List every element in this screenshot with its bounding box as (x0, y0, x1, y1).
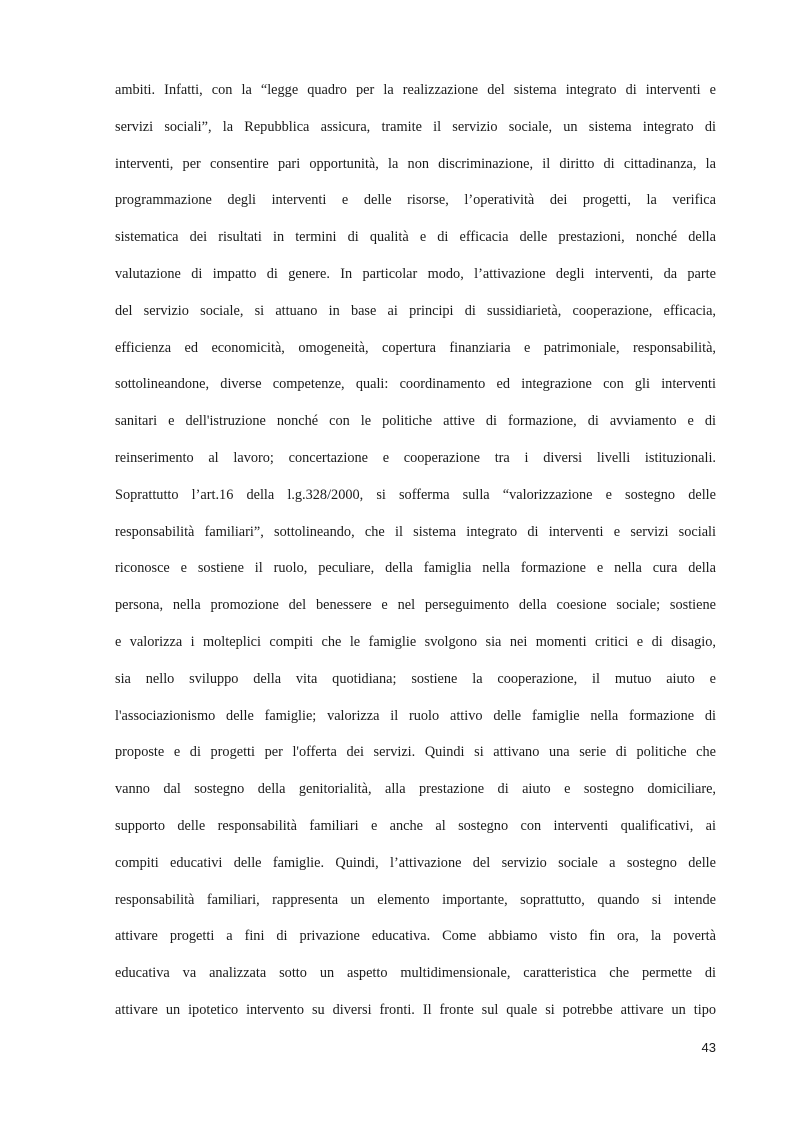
text-line: l'associazionismo delle famiglie; valorizza il ruolo attivo delle famiglie nella formazione di (115, 707, 716, 724)
text-line: riconosce e sostiene il ruolo, peculiare, della famiglia nella formazione e nella cura della (115, 560, 716, 577)
text-line: ambiti. Infatti, con la “legge quadro per la realizzazione del sistema integrato di interventi e (115, 82, 716, 98)
text-line: del servizio sociale, si attuano in base ai principi di sussidiarietà, cooperazione, efficacia, (115, 302, 716, 319)
text-line: responsabilità familiari, rappresenta un elemento importante, soprattutto, quando si intende (115, 891, 716, 908)
text-line: sanitari e dell'istruzione nonché con le politiche attive di formazione, di avviamento e di (115, 413, 716, 430)
text-line: attivare progetti a fini di privazione educativa. Come abbiamo visto fin ora, la povertà (115, 928, 716, 945)
text-line: reinserimento al lavoro; concertazione e cooperazione tra i diversi livelli istituzionali. (115, 449, 716, 466)
text-line: vanno dal sostegno della genitorialità, alla prestazione di aiuto e sostegno domiciliare, (115, 781, 716, 798)
text-line: proposte e di progetti per l'offerta dei servizi. Quindi si attivano una serie di politiche che (115, 744, 716, 761)
text-line: sia nello sviluppo della vita quotidiana; sostiene la cooperazione, il mutuo aiuto e (115, 670, 716, 687)
text-line: sottolineandone, diverse competenze, quali: coordinamento ed integrazione con gli interventi (115, 376, 716, 393)
text-line: valutazione di impatto di genere. In particolar modo, l’attivazione degli interventi, da parte (115, 265, 716, 282)
text-line: programmazione degli interventi e delle risorse, l’operatività dei progetti, la verifica (115, 192, 716, 209)
text-line: educativa va analizzata sotto un aspetto multidimensionale, caratteristica che permette di (115, 965, 716, 982)
text-line: persona, nella promozione del benessere e nel perseguimento della coesione sociale; sostiene (115, 597, 716, 614)
text-line: e valorizza i molteplici compiti che le famiglie svolgono sia nei momenti critici e di disagio, (115, 633, 716, 650)
text-line: responsabilità familiari”, sottolineando, che il sistema integrato di interventi e servizi sociali (115, 523, 716, 540)
page-number: 43 (701, 1040, 716, 1055)
text-line: Soprattutto l’art.16 della l.g.328/2000, si sofferma sulla “valorizzazione e sostegno delle (115, 486, 716, 503)
body-paragraph (115, 72, 716, 1029)
text-line: efficienza ed economicità, omogeneità, copertura finanziaria e patrimoniale, responsabilità, (115, 339, 716, 356)
text-line: servizi sociali”, la Repubblica assicura, tramite il servizio sociale, un sistema integrato di (115, 118, 716, 135)
text-line: attivare un ipotetico intervento su diversi fronti. Il fronte sul quale si potrebbe attivare un tipo (115, 1001, 716, 1018)
text-line: supporto delle responsabilità familiari e anche al sostegno con interventi qualificativi, ai (115, 817, 716, 834)
text-line: sistematica dei risultati in termini di qualità e di efficacia delle prestazioni, nonché della (115, 229, 716, 246)
text-line: compiti educativi delle famiglie. Quindi, l’attivazione del servizio sociale a sostegno delle (115, 854, 716, 871)
text-line: interventi, per consentire pari opportunità, la non discriminazione, il diritto di cittadinanza, la (115, 155, 716, 172)
